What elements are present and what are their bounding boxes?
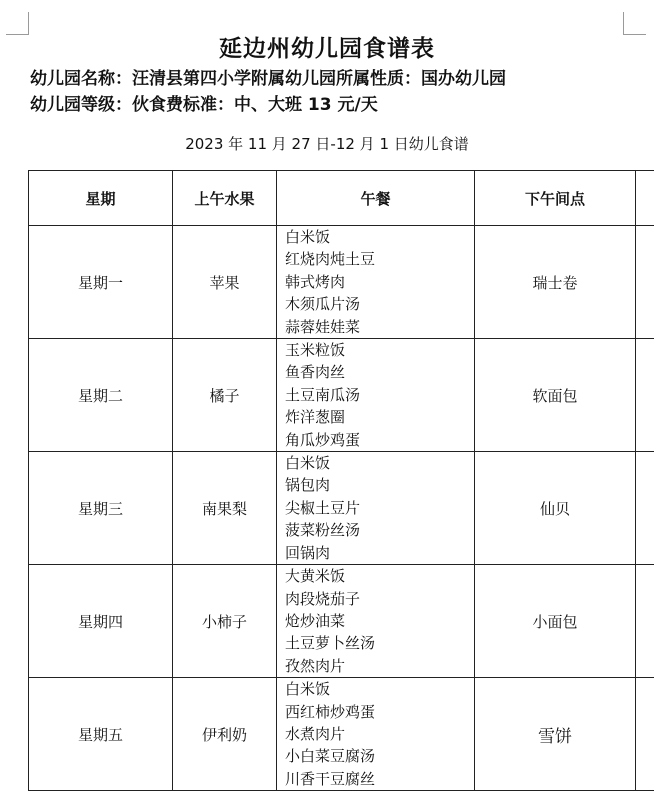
day-cell: 星期三 [29, 452, 173, 565]
day-cell: 星期五 [29, 678, 173, 791]
day-cell: 星期二 [29, 339, 173, 452]
fruit-cell: 苹果 [173, 226, 277, 339]
header-day: 星期 [29, 171, 173, 226]
kindergarten-level-line: 幼儿园等级：伙食费标准：中、大班 13 元/天 [30, 95, 378, 115]
table-row [29, 339, 654, 452]
lunch-dish: 炸洋葱圈 [285, 408, 346, 427]
snack-cell: 雪饼 [475, 678, 636, 791]
lunch-cell [277, 565, 475, 678]
extra-cell [636, 452, 654, 565]
fruit-cell: 橘子 [173, 339, 277, 452]
week-range: 2023 年 11 月 27 日-12 月 1 日幼儿食谱 [185, 135, 469, 153]
snack-cell: 软面包 [475, 339, 636, 452]
fruit-cell: 小柿子 [173, 565, 277, 678]
table-row [29, 226, 654, 339]
lunch-cell [277, 339, 475, 452]
extra-cell [636, 339, 654, 452]
lunch-dish: 西红柿炒鸡蛋 [285, 702, 376, 721]
lunch-dish: 炝炒油菜 [285, 611, 346, 630]
lunch-dish: 锅包肉 [285, 476, 331, 495]
lunch-dish: 川香干豆腐丝 [285, 769, 376, 788]
table-row [29, 452, 654, 565]
lunch-dish: 孜然肉片 [285, 656, 346, 675]
lunch-dish: 白米饭 [285, 454, 331, 473]
snack-cell: 瑞士卷 [475, 226, 636, 339]
lunch-dish: 回锅肉 [285, 543, 331, 562]
table-row [29, 678, 654, 791]
snack-cell: 小面包 [475, 565, 636, 678]
header-extra [636, 171, 654, 226]
lunch-dish: 菠菜粉丝汤 [285, 521, 361, 540]
lunch-dish: 肉段烧茄子 [285, 589, 361, 608]
lunch-dish: 角瓜炒鸡蛋 [285, 430, 361, 449]
header-afternoon-snack: 下午间点 [475, 171, 636, 226]
day-cell: 星期四 [29, 565, 173, 678]
fruit-cell: 伊利奶 [173, 678, 277, 791]
lunch-dish: 水煮肉片 [285, 724, 346, 743]
extra-cell [636, 678, 654, 791]
snack-cell: 仙贝 [475, 452, 636, 565]
kindergarten-name-line: 幼儿园名称：汪清县第四小学附属幼儿园所属性质：国办幼儿园 [30, 69, 506, 89]
lunch-cell [277, 678, 475, 791]
lunch-dish: 蒜蓉娃娃菜 [285, 317, 361, 336]
day-cell: 星期一 [29, 226, 173, 339]
table-row [29, 565, 654, 678]
lunch-cell [277, 452, 475, 565]
lunch-dish: 红烧肉炖土豆 [285, 250, 376, 269]
lunch-dish: 白米饭 [285, 680, 331, 699]
lunch-dish: 土豆萝卜丝汤 [285, 634, 376, 653]
lunch-dish: 白米饭 [285, 228, 331, 246]
lunch-dish: 韩式烤肉 [285, 272, 346, 291]
lunch-dish: 玉米粒饭 [285, 341, 346, 360]
header-morning-fruit: 上午水果 [173, 171, 277, 226]
lunch-dish: 鱼香肉丝 [285, 363, 346, 382]
lunch-dish: 土豆南瓜汤 [285, 385, 361, 404]
fruit-cell: 南果梨 [173, 452, 277, 565]
lunch-dish: 小白菜豆腐汤 [285, 747, 376, 766]
header-lunch: 午餐 [277, 171, 475, 226]
document-title: 延边州幼儿园食谱表 [219, 36, 435, 62]
extra-cell [636, 226, 654, 339]
extra-cell [636, 565, 654, 678]
lunch-cell [277, 226, 475, 339]
lunch-dish: 尖椒土豆片 [285, 498, 361, 517]
table-header-row [29, 171, 654, 226]
menu-table [28, 170, 654, 791]
lunch-dish: 大黄米饭 [285, 567, 346, 586]
lunch-dish: 木须瓜片汤 [285, 295, 361, 314]
